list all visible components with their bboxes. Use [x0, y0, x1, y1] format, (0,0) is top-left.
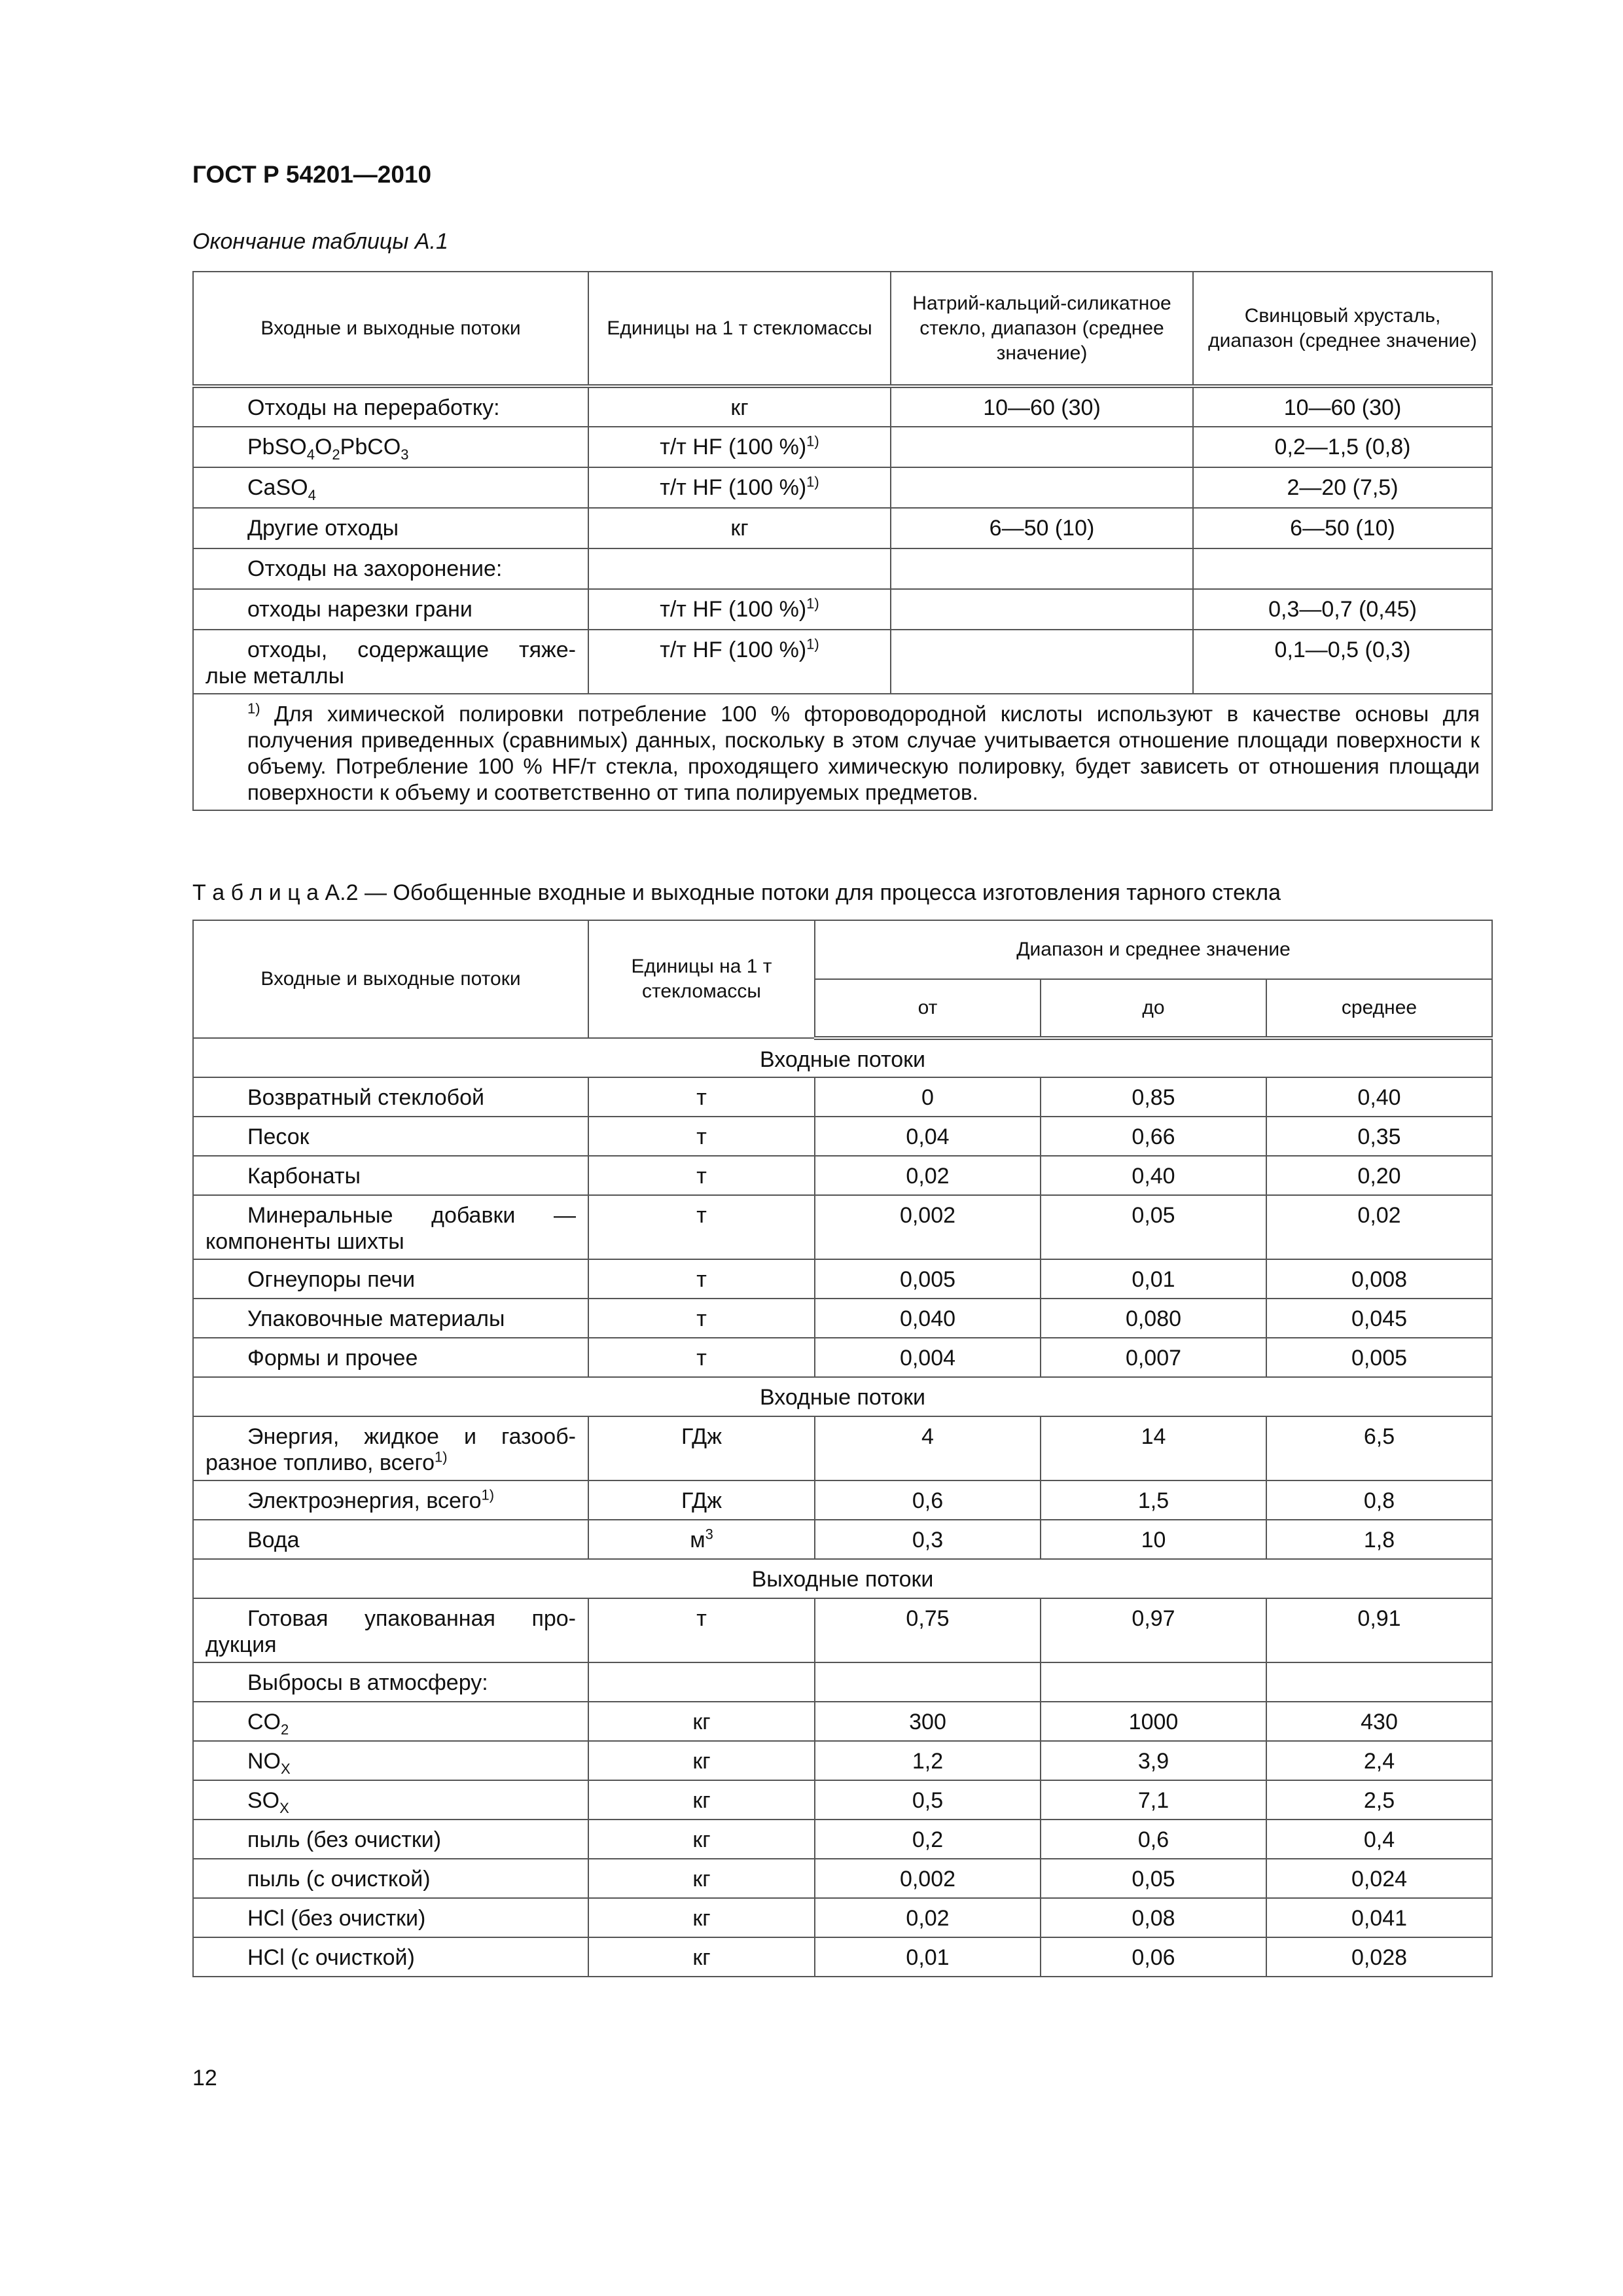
value-from: 0: [815, 1077, 1041, 1117]
header-lead-crystal: Свинцовый хрусталь, диапазон (среднее значение): [1193, 272, 1492, 386]
soda-value: [891, 630, 1193, 694]
unit: кг: [588, 1780, 815, 1820]
value-from: 0,5: [815, 1780, 1041, 1820]
table-row: [193, 467, 1492, 508]
value-to: 0,06: [1041, 1937, 1266, 1977]
value-avg: 0,20: [1266, 1156, 1492, 1195]
flow-name: $NO_X$: [193, 1741, 588, 1780]
unit: кг: [588, 386, 891, 427]
flow-name: отходы, содержащие тяже- лые металлы: [193, 630, 588, 694]
unit: кг: [588, 1820, 815, 1859]
flow-name: HCl (с очисткой): [193, 1937, 588, 1977]
value-avg: 0,024: [1266, 1859, 1492, 1898]
value-avg: 0,008: [1266, 1259, 1492, 1299]
value-avg: 0,028: [1266, 1937, 1492, 1977]
table-row: [193, 1077, 1492, 1117]
header-units: Единицы на 1 т стекломассы: [588, 272, 891, 386]
table-row: [193, 1416, 1492, 1480]
page-header: ГОСТ Р 54201—2010: [192, 161, 432, 188]
soda-value: 6—50 (10): [891, 508, 1193, 548]
value-from: 0,01: [815, 1937, 1041, 1977]
value-to: 14: [1041, 1416, 1266, 1480]
flow-name: Отходы на переработку:: [193, 386, 588, 427]
value-from: 0,002: [815, 1859, 1041, 1898]
table-row: [193, 1480, 1492, 1520]
value-to: 0,05: [1041, 1859, 1266, 1898]
flow-name: Огнеупоры печи: [193, 1259, 588, 1299]
unit: кг: [588, 1702, 815, 1741]
flow-name: Выбросы в атмосферу:: [193, 1662, 588, 1702]
table-row: [193, 1662, 1492, 1702]
value-from: 0,02: [815, 1898, 1041, 1937]
header-flows: Входные и выходные потоки: [193, 920, 588, 1038]
continuation-caption: Окончание таблицы А.1: [192, 229, 448, 254]
value-avg: 0,40: [1266, 1077, 1492, 1117]
unit: ГДж: [588, 1416, 815, 1480]
unit: кг: [588, 508, 891, 548]
value-from: 0,004: [815, 1338, 1041, 1377]
value-avg: 0,35: [1266, 1117, 1492, 1156]
flow-name: $SO_X$: [193, 1780, 588, 1820]
flow-name: Карбонаты: [193, 1156, 588, 1195]
value-from: [815, 1662, 1041, 1702]
table-row: [193, 1338, 1492, 1377]
section-row: [193, 1559, 1492, 1598]
header-avg: среднее: [1266, 979, 1492, 1038]
value-from: 0,2: [815, 1820, 1041, 1859]
value-avg: 0,005: [1266, 1338, 1492, 1377]
flow-name: пыль (без очистки): [193, 1820, 588, 1859]
unit: т/т HF (100 %)$^{1)}$: [588, 630, 891, 694]
table-a2-title: Т а б л и ц а А.2 — Обобщенные входные и выходные потоки для процесса изготовления тарного стекла: [192, 880, 1281, 905]
table-row: [193, 508, 1492, 548]
unit: [588, 1662, 815, 1702]
section-output-flows: Выходные потоки: [193, 1559, 1492, 1598]
lead-value: [1193, 548, 1492, 589]
lead-value: 0,2—1,5 (0,8): [1193, 427, 1492, 467]
unit: [588, 548, 891, 589]
unit: т/т HF (100 %)$^{1)}$: [588, 467, 891, 508]
value-avg: 430: [1266, 1702, 1492, 1741]
value-to: 0,97: [1041, 1598, 1266, 1662]
flow-name: $CO_2$: [193, 1702, 588, 1741]
value-avg: 6,5: [1266, 1416, 1492, 1480]
table-row: [193, 589, 1492, 630]
lead-value: 0,1—0,5 (0,3): [1193, 630, 1492, 694]
flow-name: CaSO$_4$: [193, 467, 588, 508]
value-to: 7,1: [1041, 1780, 1266, 1820]
value-to: 3,9: [1041, 1741, 1266, 1780]
unit: т/т HF (100 %)$^{1)}$: [588, 589, 891, 630]
value-to: 1000: [1041, 1702, 1266, 1741]
section-input-flows-2: Входные потоки: [193, 1377, 1492, 1416]
value-from: 0,002: [815, 1195, 1041, 1259]
header-to: до: [1041, 979, 1266, 1038]
unit: $м^3$: [588, 1520, 815, 1559]
lead-value: 6—50 (10): [1193, 508, 1492, 548]
value-avg: 0,4: [1266, 1820, 1492, 1859]
header-flows: Входные и выходные потоки: [193, 272, 588, 386]
value-from: 0,02: [815, 1156, 1041, 1195]
header-units: Единицы на 1 т стекломассы: [588, 920, 815, 1038]
value-from: 300: [815, 1702, 1041, 1741]
value-avg: 0,02: [1266, 1195, 1492, 1259]
table-row: [193, 1780, 1492, 1820]
flow-name: Песок: [193, 1117, 588, 1156]
unit: ГДж: [588, 1480, 815, 1520]
flow-name: Минеральные добавки — компоненты шихты: [193, 1195, 588, 1259]
soda-value: [891, 467, 1193, 508]
section-input-flows: Входные потоки: [193, 1038, 1492, 1077]
unit: кг: [588, 1741, 815, 1780]
table-row: [193, 1520, 1492, 1559]
value-avg: 0,041: [1266, 1898, 1492, 1937]
soda-value: [891, 548, 1193, 589]
unit: т/т HF (100 %)$^{1)}$: [588, 427, 891, 467]
flow-name: Готовая упакованная про- дукция: [193, 1598, 588, 1662]
table-row: [193, 1598, 1492, 1662]
value-to: 0,6: [1041, 1820, 1266, 1859]
unit: т: [588, 1259, 815, 1299]
value-to: 0,01: [1041, 1259, 1266, 1299]
flow-name: Электроэнергия, всего$^{1)}$: [193, 1480, 588, 1520]
value-to: 1,5: [1041, 1480, 1266, 1520]
unit: т: [588, 1195, 815, 1259]
flow-name: Отходы на захоронение:: [193, 548, 588, 589]
lead-value: 0,3—0,7 (0,45): [1193, 589, 1492, 630]
value-to: 0,080: [1041, 1299, 1266, 1338]
header-soda-lime-glass: Натрий-кальций-силикатное стекло, диапазон (среднее значение): [891, 272, 1193, 386]
table-row: [193, 1156, 1492, 1195]
value-from: 0,04: [815, 1117, 1041, 1156]
section-row: [193, 1377, 1492, 1416]
lead-value: 2—20 (7,5): [1193, 467, 1492, 508]
header-from: от: [815, 979, 1041, 1038]
flow-name: Вода: [193, 1520, 588, 1559]
lead-value: 10—60 (30): [1193, 386, 1492, 427]
table-row: [193, 1299, 1492, 1338]
value-from: 0,3: [815, 1520, 1041, 1559]
value-from: 0,75: [815, 1598, 1041, 1662]
table-row: [193, 1741, 1492, 1780]
value-avg: 0,91: [1266, 1598, 1492, 1662]
flow-name: Возвратный стеклобой: [193, 1077, 588, 1117]
flow-name: отходы нарезки грани: [193, 589, 588, 630]
flow-name: Формы и прочее: [193, 1338, 588, 1377]
unit: т: [588, 1077, 815, 1117]
footnote: $^{1)}$ Для химической полировки потребление 100 % фтороводородной кислоты используют в качестве основы для получения приведенных (сравнимых) данных, поскольку в этом случае учитывается отношение площади поверхности к объему. Потребление 100 % HF/т стекла, проходящего химическую полировку, будет зависеть от отношения площади поверхности к объему и соответственно от типа полируемых предметов.: [193, 694, 1492, 810]
value-avg: 0,045: [1266, 1299, 1492, 1338]
table-row: [193, 386, 1492, 427]
value-to: [1041, 1662, 1266, 1702]
table-row: [193, 548, 1492, 589]
flow-name: $PbSO_4O_2PbCO_3$: [193, 427, 588, 467]
value-from: 1,2: [815, 1741, 1041, 1780]
value-avg: 2,4: [1266, 1741, 1492, 1780]
flow-name: HCl (без очистки): [193, 1898, 588, 1937]
table-a2: [192, 920, 1493, 1977]
table-row: [193, 1937, 1492, 1977]
unit: т: [588, 1598, 815, 1662]
value-from: 0,6: [815, 1480, 1041, 1520]
value-to: 0,85: [1041, 1077, 1266, 1117]
flow-name: Энергия, жидкое и газооб- разное топливо, всего$^{1)}$: [193, 1416, 588, 1480]
header-range: Диапазон и среднее значение: [815, 920, 1492, 979]
table-row: [193, 1898, 1492, 1937]
value-to: 10: [1041, 1520, 1266, 1559]
value-from: 0,005: [815, 1259, 1041, 1299]
table-row: [193, 1117, 1492, 1156]
value-from: 0,040: [815, 1299, 1041, 1338]
table-row: [193, 1195, 1492, 1259]
unit: т: [588, 1338, 815, 1377]
flow-name: пыль (с очисткой): [193, 1859, 588, 1898]
table-a1-continuation: [192, 271, 1493, 811]
value-to: 0,08: [1041, 1898, 1266, 1937]
value-to: 0,007: [1041, 1338, 1266, 1377]
unit: т: [588, 1117, 815, 1156]
unit: т: [588, 1299, 815, 1338]
footnote-row: [193, 694, 1492, 810]
table-row: [193, 1820, 1492, 1859]
soda-value: 10—60 (30): [891, 386, 1193, 427]
unit: кг: [588, 1898, 815, 1937]
table-row: [193, 1259, 1492, 1299]
section-row: [193, 1038, 1492, 1077]
value-avg: 2,5: [1266, 1780, 1492, 1820]
value-avg: 1,8: [1266, 1520, 1492, 1559]
table-row: [193, 1859, 1492, 1898]
flow-name: Упаковочные материалы: [193, 1299, 588, 1338]
table-row: [193, 427, 1492, 467]
unit: т: [588, 1156, 815, 1195]
value-to: 0,05: [1041, 1195, 1266, 1259]
value-to: 0,66: [1041, 1117, 1266, 1156]
value-from: 4: [815, 1416, 1041, 1480]
soda-value: [891, 589, 1193, 630]
soda-value: [891, 427, 1193, 467]
page-number: 12: [192, 2066, 217, 2090]
table-row: [193, 630, 1492, 694]
value-avg: [1266, 1662, 1492, 1702]
value-avg: 0,8: [1266, 1480, 1492, 1520]
table-row: [193, 1702, 1492, 1741]
unit: кг: [588, 1859, 815, 1898]
value-to: 0,40: [1041, 1156, 1266, 1195]
flow-name: Другие отходы: [193, 508, 588, 548]
unit: кг: [588, 1937, 815, 1977]
